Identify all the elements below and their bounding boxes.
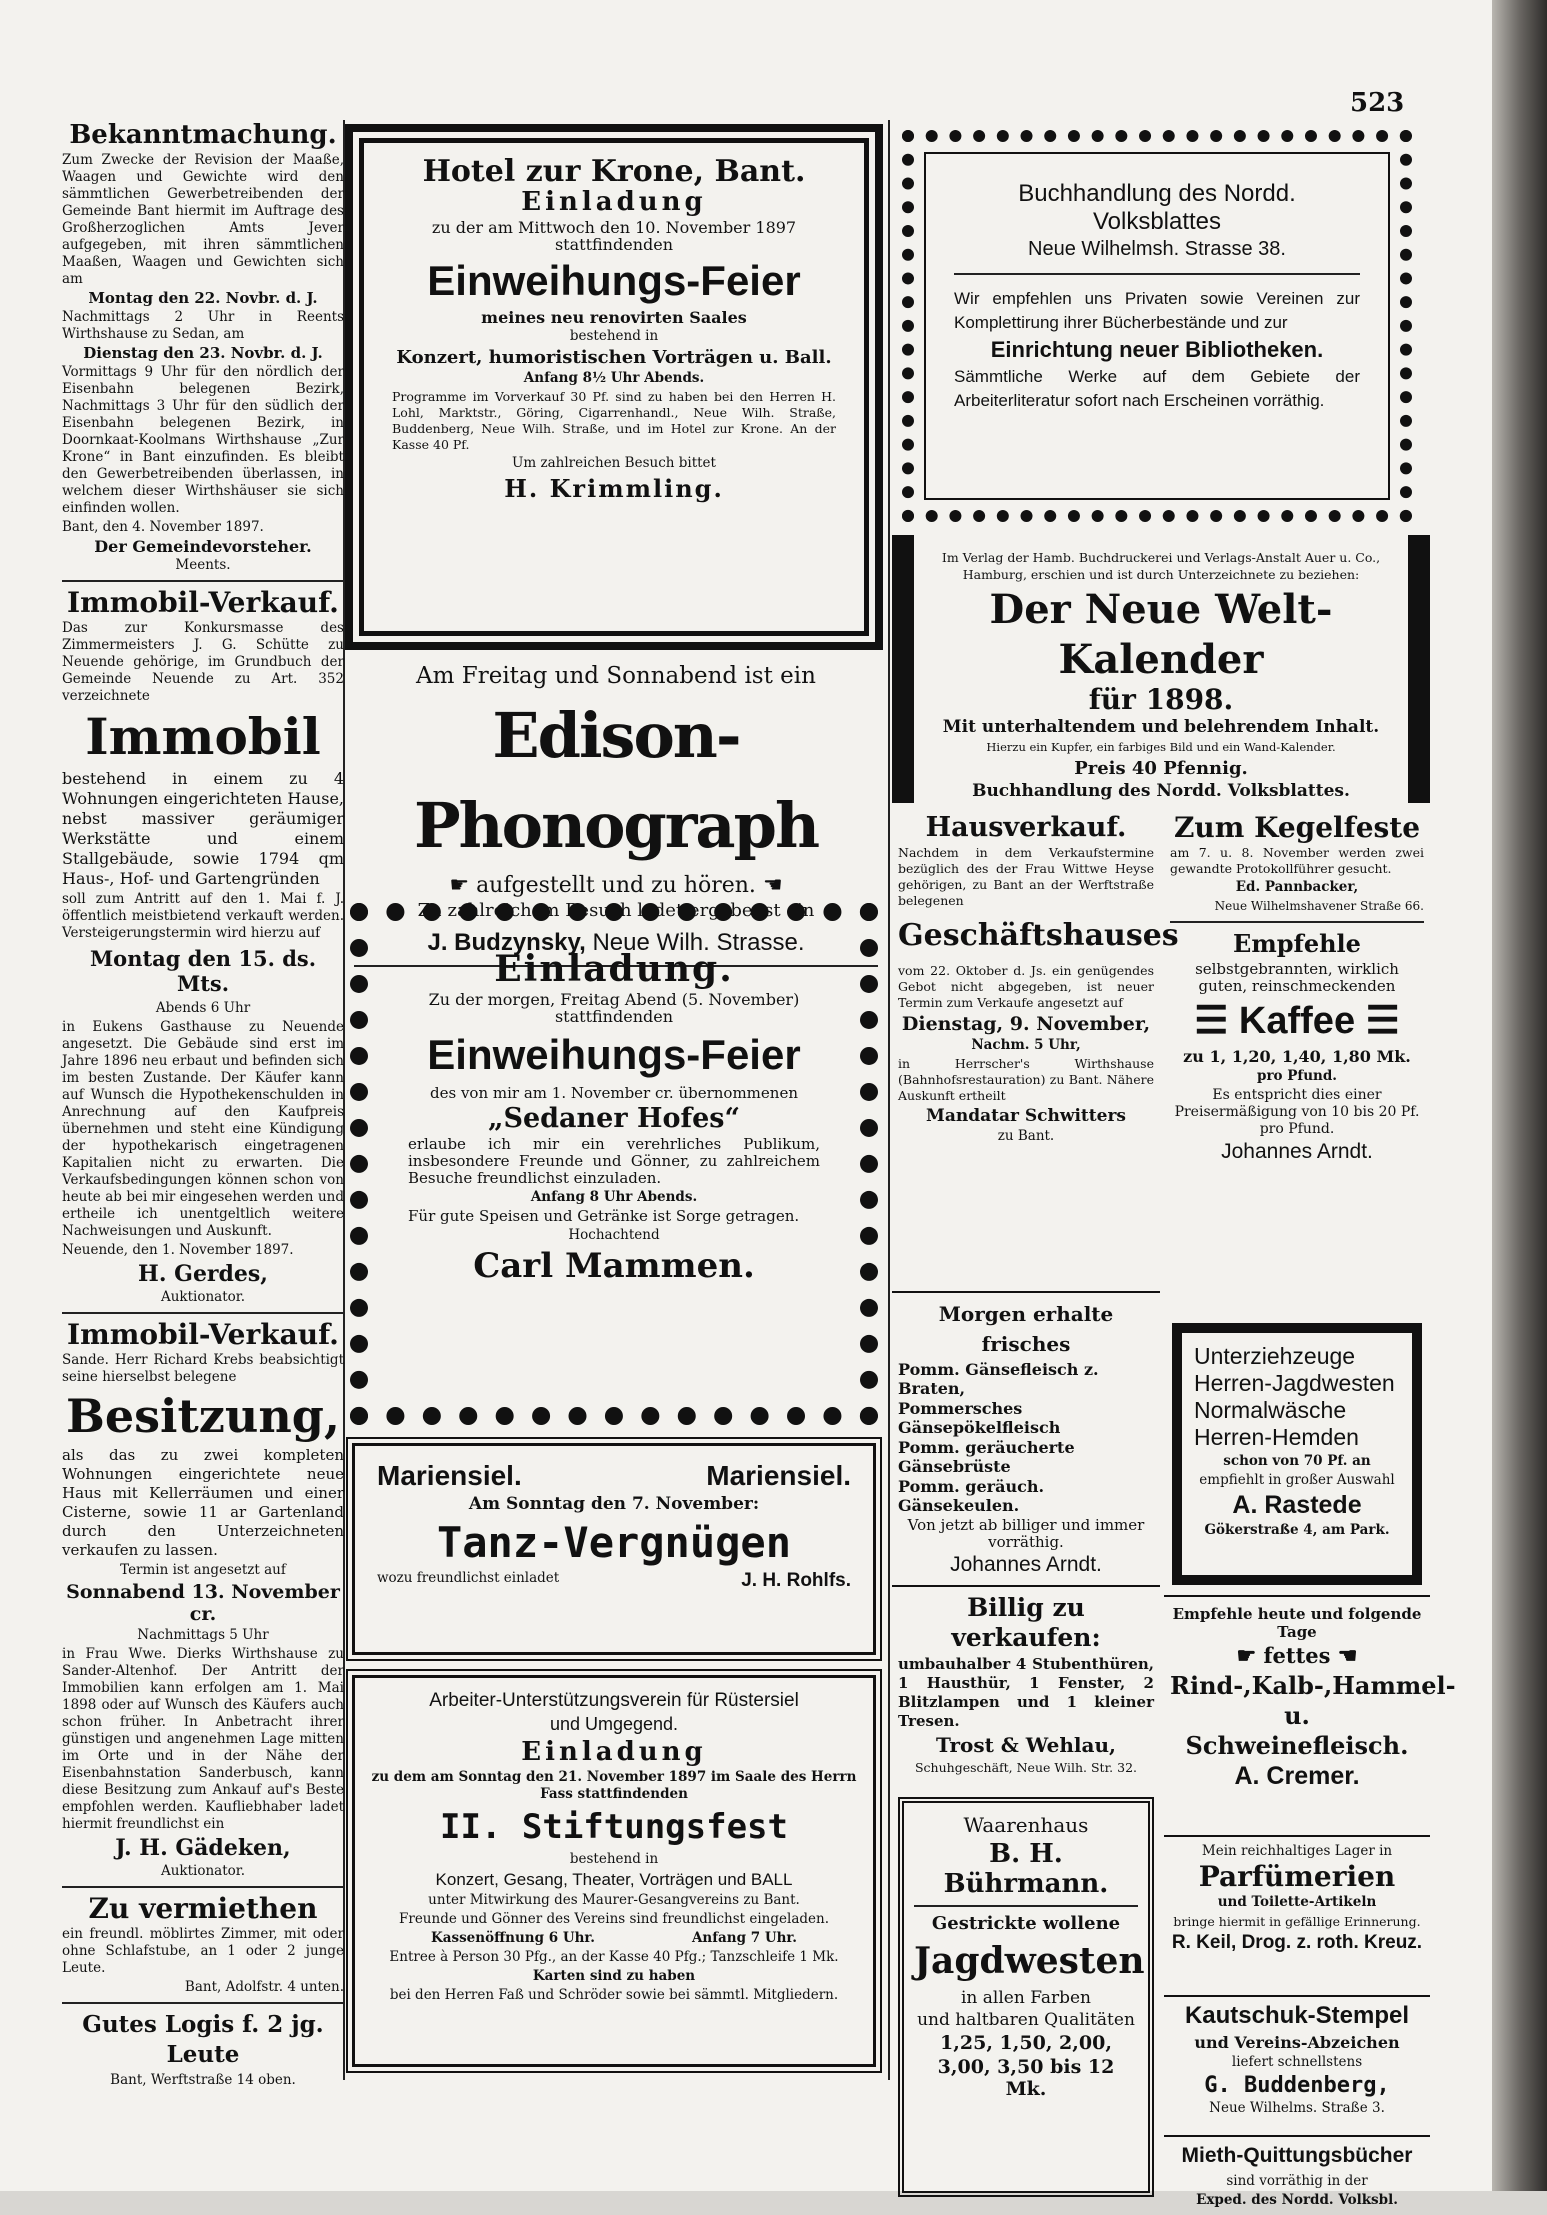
ad-signature: Der Gemeindevorsteher. (94, 537, 312, 556)
ad-subtitle: „Sedaner Hofes“ (487, 1103, 741, 1134)
ad-text: Sande. Herr Richard Krebs beabsichtigt seine hierselbst belegene (62, 1352, 344, 1385)
ad-name: J. Budzynsky, (427, 929, 586, 956)
column-rule (888, 120, 890, 2080)
ad-name: Ed. Pannbacker, (1235, 879, 1359, 895)
ad-text: Programme im Vorverkauf 30 Pf. sind zu haben bei den Herren H. Lohl, Marktstr., Göring, Cigarrenhandl., Neue Wilh. Straße, Buddenberg, Neue Wilh. Straße, und im Hotel zur Krone. An der Kasse 40 Pf. (392, 389, 836, 452)
ad-text: Termin ist angesetzt auf (120, 1562, 286, 1578)
ad-bekanntmachung (62, 120, 344, 574)
ad-headline: u. Schweinefleisch. (1185, 1701, 1409, 1760)
ad-title: Gutes Logis f. 2 jg. Leute (82, 2011, 324, 2068)
ad-headline: II. Stiftungsfest (440, 1807, 788, 1847)
ad-text: Mit unterhaltendem und belehrendem Inhalt. (942, 717, 1380, 737)
ad-name: A. Cremer. (1234, 1762, 1360, 1790)
ad-title: Immobil-Verkauf. (67, 586, 339, 619)
ad-headline: Rind-,Kalb-,Hammel- (1170, 1671, 1456, 1700)
column-right (892, 125, 1456, 2208)
ad-name: H. Krimmling. (504, 474, 724, 503)
ad-title: Mariensiel. (706, 1460, 851, 1491)
ad-headline: Geschäftshauses (898, 918, 1179, 953)
ad-text: Anfang 7 Uhr. (691, 1930, 797, 1946)
ad-text: sind vorräthig in der (1226, 2173, 1368, 2189)
ad-name: Carl Mammen. (473, 1246, 755, 1286)
ornament-icon: ☰ (1365, 1000, 1400, 1042)
hand-pointer-right-icon: ☛ (1236, 1643, 1257, 1669)
ad-text: Karten sind zu haben (532, 1968, 696, 1984)
ad-text: Mein reichhaltiges Lager in (1201, 1843, 1393, 1859)
ad-name: J. H. Rohlfs. (741, 1570, 851, 1591)
ad-text: liefert schnellstens (1231, 2054, 1363, 2070)
ad-text: Am Freitag und Sonnabend ist ein (416, 663, 816, 689)
ad-address: Schuhgeschäft, Neue Wilh. Str. 32. (914, 1760, 1138, 1775)
ad-gutes-logis (62, 2010, 344, 2089)
ad-title: Zu vermiethen (88, 1892, 318, 1925)
ad-price: 1,25, 1,50, 2,00, (940, 2032, 1112, 2054)
decorative-bar (1408, 535, 1430, 803)
ad-text: Konzert, humoristischen Vorträgen u. Ball. (396, 347, 832, 368)
ad-title: und Umgegend. (549, 1714, 679, 1734)
ad-title: Arbeiter-Unterstützungsverein für Rüstersiel (429, 1690, 799, 1711)
ad-headline: Kautschuk-Stempel (1184, 2002, 1410, 2029)
ad-text: Konzert, Gesang, Theater, Vorträgen und BALL (435, 1870, 793, 1889)
list-item: Herren-Jagdwesten (1194, 1370, 1395, 1396)
ad-text: Zu zahlreichem Besuch ladet ergebenst ein (417, 900, 815, 921)
ad-text: unter Mitwirkung des Maurer-Gesangvereins zu Bant. (428, 1892, 800, 1908)
ad-text: wozu freundlichst einladet (377, 1570, 560, 1586)
ad-immobil-verkauf-neuende (62, 588, 344, 1306)
ad-cremer (1164, 1595, 1456, 1835)
ad-title: Zum Kegelfeste (1173, 811, 1421, 844)
ad-title: Hotel zur Krone, Bant. (422, 154, 806, 189)
ad-text: Nachmittags 2 Uhr in Reents Wirthshause zu Sedan, am (62, 309, 344, 342)
ad-time: Nachm. 5 Uhr, (971, 1037, 1081, 1053)
ad-title: Immobil-Verkauf. (67, 1318, 339, 1351)
list-item: Herren-Hemden (1194, 1424, 1359, 1450)
ad-title: Hausverkauf. (925, 812, 1127, 843)
ad-hotel-zur-krone (348, 127, 880, 647)
ad-date: Dienstag den 23. Novbr. d. J. (83, 344, 323, 362)
ad-date: Montag den 15. ds. Mts. (89, 946, 317, 996)
ad-title: Morgen erhalte frisches (938, 1302, 1114, 1356)
ad-headline: Jagdwesten (914, 1940, 1145, 1982)
ad-headline: Immobil (85, 707, 321, 766)
ad-text: fettes (1263, 1643, 1331, 1668)
ad-title: Bekanntmachung. (69, 120, 337, 150)
ad-text: bringe hiermit in gefällige Erinnerung. (1173, 1914, 1421, 1929)
ad-text: Nachdem in dem Verkaufstermine bezüglich des der Frau Wittwe Heyse gehörigen, zu Bant an der Werftstraße belegenen (898, 845, 1154, 908)
ad-text: empfiehlt in großer Auswahl (1199, 1472, 1395, 1488)
ad-text: Wir empfehlen uns Privaten sowie Vereinen zur Komplettirung ihrer Bücherbestände und zur (954, 289, 1360, 332)
ad-place: Bant, Werftstraße 14 oben. (110, 2072, 296, 2088)
ad-text: aufgestellt und zu hören. (476, 873, 756, 898)
ad-text: Gestrickte wollene (931, 1913, 1121, 1934)
ad-headline: Einweihungs-Feier (427, 257, 801, 304)
ad-text: Anfang 8½ Uhr Abends. (523, 370, 705, 386)
hand-pointer-left-icon: ☚ (762, 873, 783, 898)
hand-pointer-right-icon: ☛ (449, 873, 470, 898)
ad-text: vom 22. Oktober d. Js. ein genügendes Gebot nicht abgegeben, ist neuer Termin zum Verkaufe angesetzt auf (898, 963, 1154, 1010)
list-item: Pomm. geräuch. Gänsekeulen. (898, 1477, 1045, 1515)
ad-text: erlaube ich mir ein verehrliches Publikum, insbesondere Freunde und Gönner, zu zahlreichem Besuche freundlichst einzuladen. (408, 1135, 820, 1187)
ad-text: Entree à Person 30 Pfg., an der Kasse 40 Pfg.; Tanzschleife 1 Mk. (389, 1949, 839, 1965)
ad-welt-kalender (892, 535, 1430, 803)
ad-headline: Parfümerien (1198, 1860, 1396, 1893)
ad-immobil-verkauf-sande (62, 1320, 344, 1880)
ad-text: selbstgebrannten, wirklich guten, reinschmeckenden (1195, 960, 1399, 995)
book-binding (1492, 0, 1547, 2191)
hand-pointer-left-icon: ☚ (1337, 1643, 1358, 1669)
ad-time: Nachmittags 5 Uhr (137, 1627, 269, 1643)
ad-text: als das zu zwei kompleten Wohnungen eingerichtete neue Haus mit Kellerräumen und einer Cisterne, sowie 11 ar Gartenland durch den Unterzeichneten verkaufen zu lassen. (62, 1446, 344, 1559)
ad-kaffee (1170, 929, 1424, 1164)
ad-date: Sonnabend 13. November cr. (66, 1581, 340, 1625)
ad-zu-vermiethen (62, 1894, 344, 1996)
ad-text: bei den Herren Faß und Schröder sowie bei sämmtl. Mitgliedern. (389, 1987, 839, 2003)
ad-text: Zum Zwecke der Revision der Maaße, Waagen und Gewichte wird den sämmtlichen Gewerbetreibenden der Gemeinde Bant hiermit im Auftrage des Großherzoglichen Amts Jever aufgegeben, mit ihren sämmtlichen Maaßen, Waagen und Gewichten sich am (62, 152, 344, 287)
ad-name: Johannes Arndt. (1221, 1140, 1373, 1163)
list-item: Pommersches Gänsepökelfleisch (898, 1399, 1061, 1437)
ad-keil-parfuemerien (1164, 1835, 1430, 1995)
ad-text: und Toilette-Artikeln (1217, 1894, 1377, 1910)
ad-buehrmann (898, 1797, 1154, 2197)
ad-text: schon von 70 Pf. an (1223, 1453, 1371, 1469)
ad-text: Freunde und Gönner des Vereins sind freundlichst eingeladen. (399, 1911, 829, 1927)
ad-text: in allen Farben (960, 1988, 1091, 2008)
ad-text: Exped. des Nordd. Volksbl. (1196, 2192, 1398, 2208)
ad-text: in Frau Wwe. Dierks Wirthshause zu Sander-Altenhof. Der Antritt der Immobilien kann erfolgen am 1. Mai 1898 oder auf Wunsch des Käufers auch schon früher. In Anbetracht ihrer günstigen und angenehmen Lage mitten im Orte und in der Nähe der Eisenbahnstation Sanderbusch, kann diese Besitzung zum Ankauf auf's Beste empfohlen werden. Kaufliebhaber ladet hiermit freundlichst ein (62, 1646, 344, 1832)
ad-name: H. Gerdes, (138, 1261, 268, 1287)
ad-date: Dienstag, 9. November, (901, 1013, 1151, 1035)
ad-headline: Einweihungs-Feier (427, 1031, 801, 1078)
list-item: Unterziehzeuge (1194, 1343, 1356, 1369)
column-left (62, 120, 344, 2160)
ad-text: soll zum Antritt auf den 1. Mai f. J. öffentlich meistbietend verkauft werden. Versteigerungstermin wird hierzu auf (62, 891, 344, 941)
ad-subtitle: Einladung (521, 1737, 707, 1767)
ad-headline: Mieth-Quittungsbücher (1181, 2144, 1413, 2167)
ad-address: Neue Wilhelms. Straße 3. (1209, 2100, 1385, 2116)
ad-text: Hochachtend (568, 1227, 660, 1243)
ad-quittungsbuecher (1164, 2135, 1430, 2215)
ad-text: Es entspricht dies einer Preisermäßigung von 10 bis 20 Pf. pro Pfund. (1174, 1087, 1420, 1137)
list-item: Pomm. geräucherte Gänsebrüste (898, 1438, 1075, 1476)
ad-title: Mariensiel. (377, 1460, 522, 1491)
ad-name: Johannes Arndt. (950, 1553, 1102, 1576)
ad-place: Bant, den 4. November 1897. (62, 519, 264, 535)
ad-place: zu Bant. (997, 1128, 1055, 1144)
ad-text: pro Pfund. (1257, 1068, 1337, 1084)
ad-text: am 7. u. 8. November werden zwei gewandte Protokollführer gesucht. (1170, 845, 1424, 876)
ad-name: Trost & Wehlau, (936, 1733, 1116, 1757)
ad-role: Auktionator. (160, 1289, 246, 1305)
ad-kegelfeste (1164, 809, 1430, 1309)
ad-name: G. Buddenberg, (1204, 2073, 1390, 2098)
ad-text: Am Sonntag den 7. November: (468, 1494, 760, 1514)
ad-price: Preis 40 Pfennig. (1074, 758, 1248, 779)
ad-text: meines neu renovirten Saales (481, 308, 747, 327)
ad-title: Einladung. (494, 948, 734, 990)
ad-headline: Tanz-Vergnügen (436, 1518, 791, 1567)
ad-kautschuk-stempel (1164, 1995, 1430, 2135)
ad-text: und Vereins-Abzeichen (1194, 2033, 1400, 2052)
ad-place: Neuende, den 1. November 1897. (62, 1242, 294, 1258)
ad-text: bestehend in einem zu 4 Wohnungen eingerichteten Hause, nebst massiver geräumiger Werkstätte und einem Stallgebäude, sowie 1794 qm Haus-, Hof- und Gartengründen (62, 769, 344, 888)
ad-time: Abends 6 Uhr (155, 1000, 251, 1016)
ad-price: zu 1, 1,20, 1,40, 1,80 Mk. (1183, 1047, 1411, 1066)
ad-text: Vormittags 9 Uhr für den nördlich der Eisenbahn belegenen Bezirk, Nachmittags 3 Uhr für den südlich der Eisenbahn belegenen Bezirk, in Doornkaat-Koolmans Wirthshause „Zur Krone“ in Bant einzufinden. Es bleibt den Gewerbetreibenden überlassen, in welchem dieser Wirthshäuser sie sich einfinden wollen. (62, 364, 344, 516)
ad-text: Von jetzt ab billiger und immer vorräthig. (907, 1516, 1145, 1551)
ad-rastede (1172, 1323, 1422, 1585)
ad-text: und haltbaren Qualitäten (917, 2010, 1135, 2030)
ad-text: in Herrscher's Wirthshause (Bahnhofsrestauration) zu Bant. Nähere Auskunft ertheilt (898, 1056, 1154, 1103)
ad-name: A. Rastede (1232, 1491, 1362, 1519)
list-item: Normalwäsche (1194, 1397, 1347, 1423)
ornament-icon: ☰ (1194, 1000, 1229, 1042)
page-number: 523 (1350, 88, 1405, 118)
ad-text: Sämmtliche Werke auf dem Gebiete der Arbeiterliteratur sofort nach Erscheinen vorräthig. (954, 367, 1360, 410)
ad-text: des von mir am 1. November cr. übernommenen (430, 1084, 798, 1102)
column-middle (346, 125, 886, 2075)
ad-text: Für gute Speisen und Getränke ist Sorge getragen. (408, 1207, 800, 1225)
ad-title: Empfehle (1233, 929, 1361, 958)
ad-text: zu dem am Sonntag den 21. November 1897 im Saale des Herrn Fass stattfindenden (371, 1769, 857, 1802)
ad-name: J. H. Gädeken, (115, 1835, 291, 1861)
ad-hausverkauf (892, 809, 1179, 1279)
ad-address: Neue Wilhelmshavener Straße 66. (1214, 899, 1424, 913)
ad-text: Um zahlreichen Besuch bittet (512, 455, 716, 471)
ad-mariensiel (352, 1443, 876, 1655)
ad-text: umbauhalber 4 Stubenthüren, 1 Hausthür, 1 Fenster, 2 Blitzlampen und 1 kleiner Tresen. (898, 1655, 1154, 1730)
ad-text: ein freundl. möblirtes Zimmer, mit oder ohne Schlafstube, an 1 oder 2 junge Leute. (62, 1926, 344, 1976)
ad-headline: Besitzung, (66, 1389, 340, 1443)
decorative-bar (892, 535, 914, 803)
ad-text: Empfehle heute und folgende Tage (1172, 1605, 1422, 1641)
ad-text: Buchhandlung des Nordd. Volksblattes. (972, 781, 1350, 801)
ad-text: Waarenhaus (963, 1813, 1089, 1837)
ad-text: Zu der morgen, Freitag Abend (5. November) stattfindenden (428, 990, 800, 1026)
ad-name: B. H. Bührmann. (943, 1839, 1109, 1899)
ad-gaensefleisch (892, 1291, 1160, 1576)
ad-name: Mandatar Schwitters (926, 1106, 1126, 1126)
ad-billig-zu-verkaufen (892, 1585, 1160, 1785)
ad-price: 3,00, 3,50 bis 12 Mk. (937, 2056, 1115, 2100)
ad-subtitle: für 1898. (1088, 683, 1234, 716)
ad-headline: Der Neue Welt-Kalender (989, 586, 1333, 683)
ad-headline: Edison-Phonograph (413, 699, 819, 862)
ad-subtitle: Einladung (521, 187, 707, 217)
ad-text: Hierzu ein Kupfer, ein farbiges Bild und ein Wand-Kalender. (986, 740, 1336, 754)
ad-address: Neue Wilh. Strasse. (592, 929, 805, 956)
ad-place: Bant, Adolfstr. 4 unten. (184, 1979, 344, 1995)
ad-headline: Kaffee (1238, 1000, 1356, 1042)
ad-text: bestehend in (569, 328, 659, 344)
ad-buchhandlung (902, 130, 1412, 522)
ad-text: Im Verlag der Hamb. Buchdruckerei und Verlags-Anstalt Auer u. Co., Hamburg, erschien und ist durch Unterzeichnete zu beziehen: (941, 550, 1381, 582)
ad-name: R. Keil, Drog. z. roth. Kreuz. (1171, 1932, 1423, 1953)
ad-headline: Einrichtung neuer Bibliotheken. (990, 337, 1324, 362)
ad-address: Neue Wilhelmsh. Strasse 38. (1028, 238, 1286, 260)
ad-sedaner-hof (350, 903, 878, 1425)
ad-ruestersiel (352, 1675, 876, 2067)
ad-title: Billig zu verkaufen: (951, 1593, 1101, 1652)
ad-text: zu der am Mittwoch den 10. November 1897 stattfindenden (431, 218, 797, 254)
ad-name: Meents. (175, 557, 231, 573)
ad-text: Anfang 8 Uhr Abends. (530, 1189, 698, 1205)
ad-date: Montag den 22. Novbr. d. J. (88, 289, 318, 307)
ad-title: Buchhandlung des Nordd. Volksblattes (1018, 180, 1296, 235)
list-item: Pomm. Gänsefleisch z. Braten, (898, 1360, 1099, 1398)
ad-text: in Eukens Gasthause zu Neuende angesetzt. Die Gebäude sind erst im Jahre 1896 neu erbaut und befinden sich im besten Zustande. Der Käufer kann auf Wunsch die Hypothekenschulden in Anrechnung auf den Kaufpreis übernehmen und steht eine Kündigung der hypothekarisch eingetragenen Kapitalien nicht zu erwarten. Die Verkaufsbedingungen können schon von heute ab bei mir eingesehen werden und ertheile ich unentgeltlich weitere Nachweisungen und Auskunft. (62, 1019, 344, 1239)
ad-text: Kassenöffnung 6 Uhr. (431, 1930, 596, 1946)
ad-role: Auktionator. (160, 1863, 246, 1879)
ad-text: bestehend in (569, 1851, 659, 1867)
ad-text: Das zur Konkursmasse des Zimmermeisters J. G. Schütte zu Neuende gehörige, im Grundbuch der Gemeinde Neuende zu Art. 352 verzeichnete (62, 620, 344, 704)
ad-address: Gökerstraße 4, am Park. (1204, 1522, 1390, 1538)
